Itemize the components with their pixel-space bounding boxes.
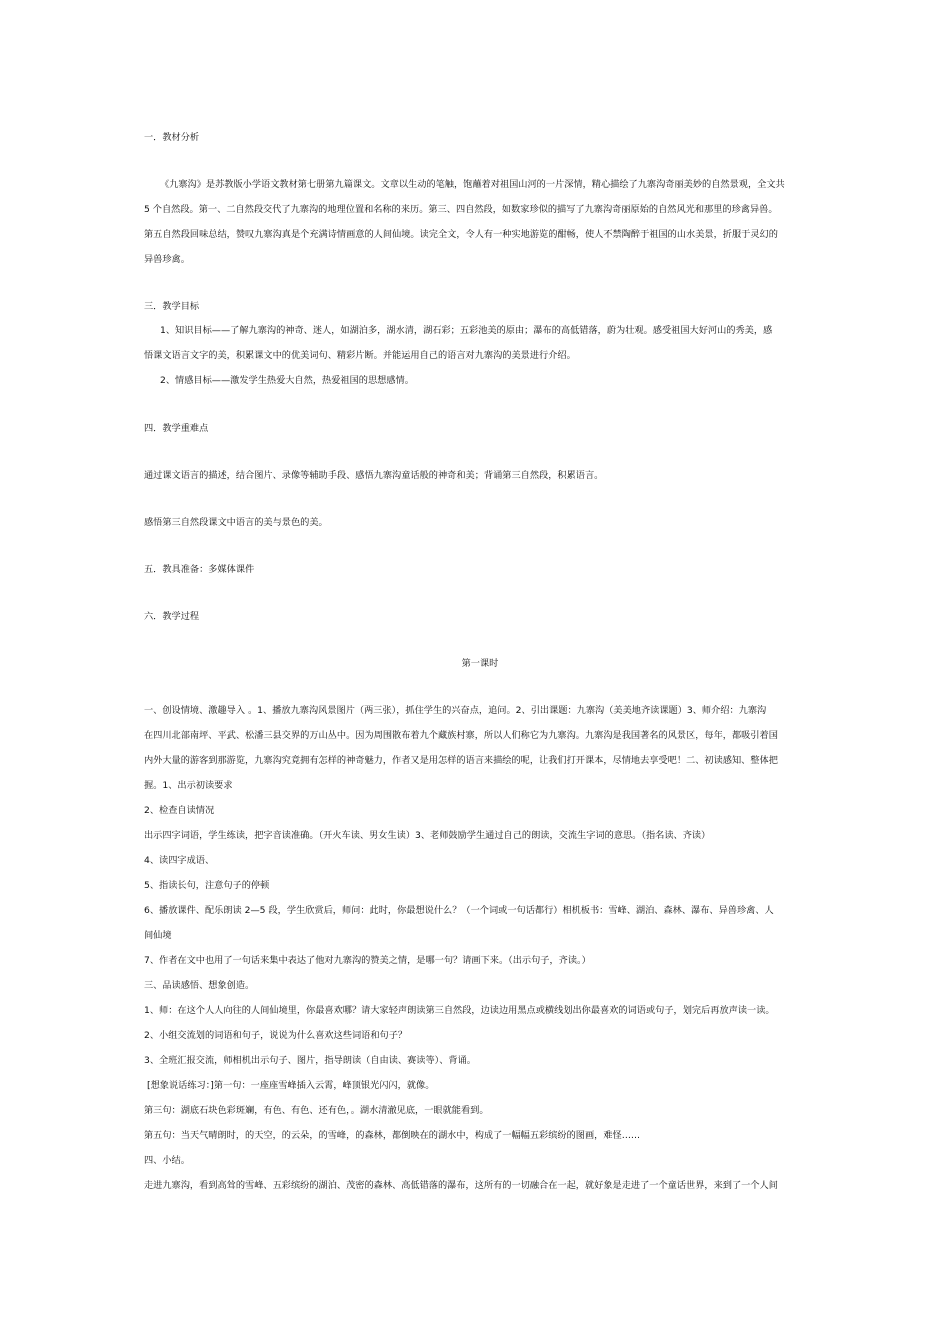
process-line: 2、小组交流划的词语和句子，说说为什么喜欢这些词语和句子？ [144, 1030, 408, 1041]
process-line: 握。1、出示初读要求 [144, 780, 233, 791]
difficulty-line: 感悟第三自然段课文中语言的美与景色的美。 [144, 517, 328, 528]
goal-line: 悟课文语言文字的美，积累课文中的优美词句、精彩片断。并能运用自己的语言对九寨沟的美景进行介绍。 [144, 350, 576, 361]
goal-line: 2、情感目标——激发学生热爱大自然，热爱祖国的思想感情。 [160, 375, 414, 386]
process-line: 6、播放课件、配乐朗读 2—5 段，学生欣赏后，师问：此时，你最想说什么？（一个词或一句话都行）相机板书：雪峰、湖泊、森林、瀑布、异兽珍禽、人 [144, 905, 774, 916]
paragraph-line: 5 个自然段。第一、二自然段交代了九寨沟的地理位置和名称的来历。第三、四自然段，如数家珍似的描写了九寨沟奇丽原始的自然风光和那里的珍禽异兽。 [144, 204, 778, 215]
paragraph-line: 异兽珍禽。 [144, 254, 190, 265]
goal-line: 1、知识目标——了解九寨沟的神奇、迷人，如湖泊多，湖水清，湖石彩；五彩池美的原由；瀑布的高低错落，蔚为壮观。感受祖国大好河山的秀美，感 [160, 325, 773, 336]
section-heading-textbook-analysis: 一．教材分析 [144, 132, 200, 143]
process-line: 间仙境 [144, 930, 172, 941]
process-line: 在四川北部南坪、平武、松潘三县交界的万山丛中。因为周围散布着九个藏族村寨，所以人们称它为九寨沟。九寨沟是我国著名的风景区，每年，都吸引着国 [144, 730, 778, 741]
paragraph-line: 《九寨沟》是苏教版小学语文教材第七册第九篇课文。文章以生动的笔触，饱蘸着对祖国山河的一片深情，精心描绘了九寨沟奇丽美妙的自然景观，全文共 [160, 179, 785, 190]
process-line: 第三句：湖底石块色彩斑斓，有色、有色、还有色，。湖水清澈见底，一眼就能看到。 [144, 1105, 489, 1116]
process-line: 出示四字词语，学生练读，把字音读准确。（开火车读、男女生读）3、老师鼓励学生通过自己的朗读，交流生字词的意思。（指名读、齐读） [144, 830, 711, 841]
process-line: 走进九寨沟，看到高耸的雪峰、五彩缤纷的湖泊、茂密的森林、高低错落的瀑布，这所有的一切融合在一起，就好象是走进了一个童话世界，来到了一个人间 [144, 1180, 778, 1191]
process-line: 5、指读长句，注意句子的停顿 [144, 880, 270, 891]
process-line: 4、读四字成语、 [144, 855, 215, 866]
process-line: 内外大量的游客到那游览，九寨沟究竟拥有怎样的神奇魅力，作者又是用怎样的语言来描绘的呢，让我们打开课本，尽情地去享受吧！二、初读感知、整体把 [144, 755, 778, 766]
section-heading-teaching-process: 六．教学过程 [144, 611, 200, 622]
section-heading-key-points: 四．教学重难点 [144, 423, 209, 434]
process-line: 3、全班汇报交流，师相机出示句子、图片，指导朗读（自由读、赛读等）、背诵。 [144, 1055, 476, 1066]
lesson-title: 第一课时 [461, 658, 499, 669]
process-line: 三、品读感悟、想象创造。 [144, 980, 255, 991]
process-line: 7、作者在文中也用了一句话来集中表达了他对九寨沟的赞美之情，是哪一句？请画下来。（出示句子，齐读。） [144, 955, 591, 966]
process-line: 第五句：当天气晴朗时，的天空，的云朵，的雪峰，的森林，都倒映在的湖水中，构成了一幅幅五彩缤纷的图画，难怪…… [144, 1130, 641, 1141]
paragraph-line: 第五自然段回味总结，赞叹九寨沟真是个充满诗情画意的人间仙境。读完全文，令人有一种实地游览的酣畅，使人不禁陶醉于祖国的山水美景，折服于灵幻的 [144, 229, 778, 240]
section-heading-teaching-aids: 五．教具准备：多媒体课件 [144, 564, 255, 575]
process-line: 一、创设情境、激趣导入 。1、播放九寨沟风景图片（两三张），抓住学生的兴奋点，追问。2、引出课题：九寨沟（美美地齐读课题）3、师介绍：九寨沟 [144, 705, 767, 716]
process-line: 2、检查自读情况 [144, 805, 215, 816]
section-heading-teaching-goals: 三．教学目标 [144, 301, 200, 312]
key-point-line: 通过课文语言的描述，结合图片、录像等辅助手段、感悟九寨沟童话般的神奇和美；背诵第三自然段，积累语言。 [144, 470, 604, 481]
process-line: 1、师：在这个人人向往的人间仙境里，你最喜欢哪？请大家轻声朗读第三自然段，边读边用黑点或横线划出你最喜欢的词语或句子，划完后再放声读一读。 [144, 1005, 775, 1016]
process-line: 四、小结。 [144, 1155, 190, 1166]
process-line: [想象说话练习：]第一句：一座座雪峰插入云霄，峰顶银光闪闪，就像。 [147, 1080, 435, 1091]
